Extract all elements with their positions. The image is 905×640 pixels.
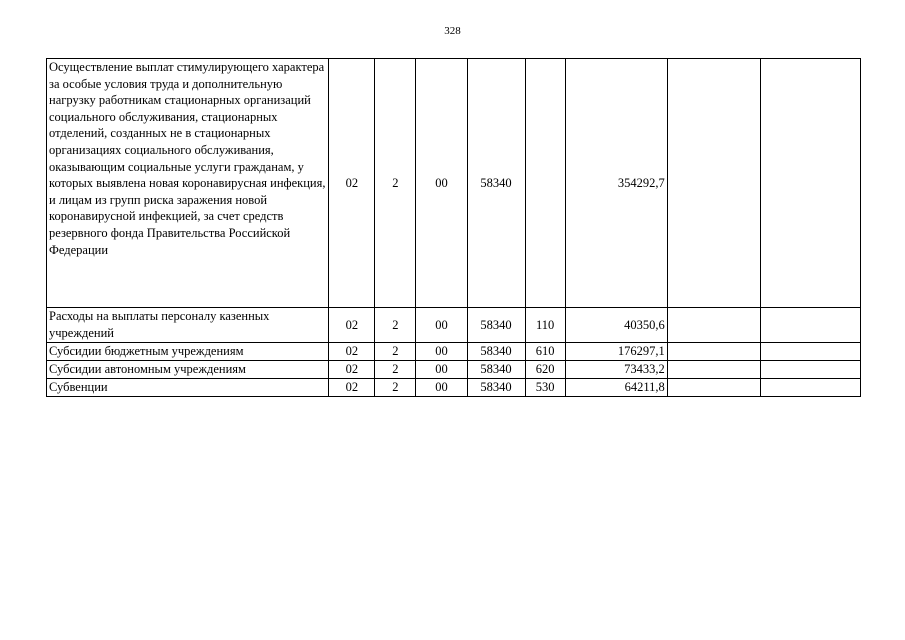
row-name-cell: Субсидии автономным учреждениям [47, 361, 329, 379]
subsection-cell: 2 [375, 343, 416, 361]
amount-cell: 176297,1 [565, 343, 667, 361]
subsection-cell: 2 [375, 361, 416, 379]
subsection-cell: 2 [375, 379, 416, 397]
row-name-cell: Осуществление выплат стимулирующего характера за особые условия труда и дополнительную нагрузку работникам стационарных организаций социального обслуживания, стационарных отделений, созданных не в стационарных организациях социального обслуживания, оказывающим социальные услуги гражданам, у которых выявлена новая коронавирусная инфекция, и лицам из групп риска заражения новой коронавирусной инфекцией, за счет средств резервного фонда Правительства Российской Федерации [47, 59, 329, 308]
section-cell: 02 [329, 361, 375, 379]
empty-cell [667, 361, 760, 379]
target-cell: 58340 [467, 379, 525, 397]
table-row [47, 379, 861, 397]
empty-cell [667, 379, 760, 397]
budget-table [46, 58, 861, 397]
target-cell: 58340 [467, 361, 525, 379]
target-cell: 58340 [467, 343, 525, 361]
subsection-cell: 2 [375, 308, 416, 343]
program-cell: 00 [416, 59, 467, 308]
empty-cell [760, 308, 860, 343]
expense-type-cell: 530 [525, 379, 565, 397]
program-cell: 00 [416, 379, 467, 397]
empty-cell [667, 59, 760, 308]
empty-cell [667, 343, 760, 361]
page-number: 328 [444, 25, 461, 37]
section-cell: 02 [329, 379, 375, 397]
row-name-cell: Субсидии бюджетным учреждениям [47, 343, 329, 361]
section-cell: 02 [329, 59, 375, 308]
expense-type-cell [525, 59, 565, 308]
table-row [47, 308, 861, 343]
row-name-cell: Субвенции [47, 379, 329, 397]
subsection-cell: 2 [375, 59, 416, 308]
table-row [47, 361, 861, 379]
table-row [47, 343, 861, 361]
expense-type-cell: 110 [525, 308, 565, 343]
empty-cell [667, 308, 760, 343]
empty-cell [760, 59, 860, 308]
amount-cell: 64211,8 [565, 379, 667, 397]
program-cell: 00 [416, 361, 467, 379]
table-row [47, 59, 861, 308]
section-cell: 02 [329, 343, 375, 361]
empty-cell [760, 361, 860, 379]
empty-cell [760, 379, 860, 397]
amount-cell: 40350,6 [565, 308, 667, 343]
program-cell: 00 [416, 308, 467, 343]
program-cell: 00 [416, 343, 467, 361]
section-cell: 02 [329, 308, 375, 343]
target-cell: 58340 [467, 59, 525, 308]
empty-cell [760, 343, 860, 361]
expense-type-cell: 620 [525, 361, 565, 379]
row-name-cell: Расходы на выплаты персоналу казенных учреждений [47, 308, 329, 343]
target-cell: 58340 [467, 308, 525, 343]
amount-cell: 354292,7 [565, 59, 667, 308]
expense-type-cell: 610 [525, 343, 565, 361]
amount-cell: 73433,2 [565, 361, 667, 379]
